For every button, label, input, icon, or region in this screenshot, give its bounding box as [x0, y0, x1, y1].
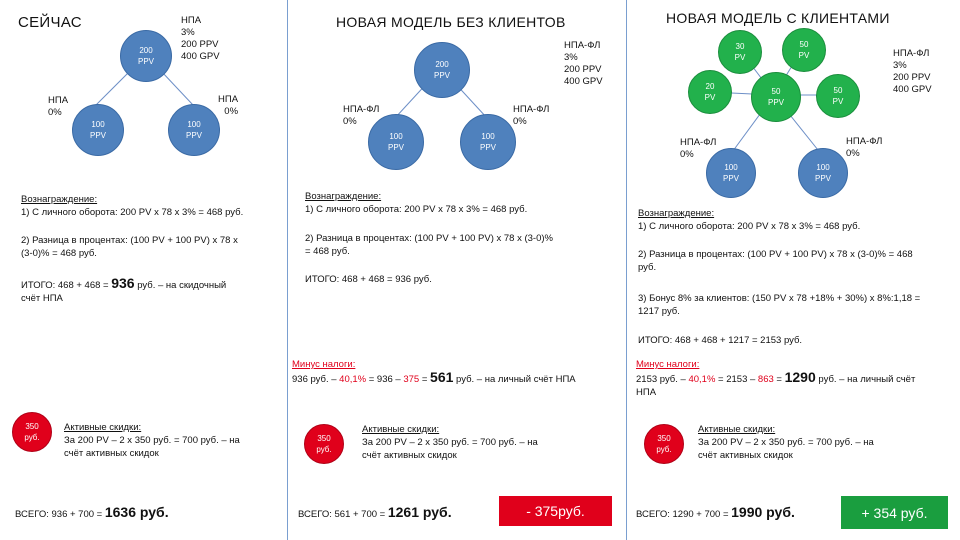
col1-node-top: 200 PPV: [120, 30, 172, 82]
col3-all-pre: ВСЕГО: 1290 + 700 =: [636, 509, 732, 520]
col1-all: [15, 506, 169, 521]
col2-title: НОВАЯ МОДЕЛЬ БЕЗ КЛИЕНТОВ: [336, 14, 566, 30]
col2-reward-2: [305, 232, 621, 258]
col2-tax: [292, 358, 622, 386]
col1-node-right: 100 PPV: [168, 104, 220, 156]
col1-all-pre: ВСЕГО: 936 + 700 =: [15, 509, 105, 520]
col3-tax-post: руб. – на личный счёт: [815, 374, 916, 385]
col3-reward-1: 1) С личного оборота: 200 PV х 78 х 3% = 468 руб.: [638, 221, 861, 232]
col3-reward-3: [638, 292, 956, 318]
col3-active-circle: 350 руб.: [644, 424, 684, 464]
col1-right-label: НПА 0%: [218, 94, 239, 117]
col3-title: НОВАЯ МОДЕЛЬ С КЛИЕНТАМИ: [666, 10, 890, 26]
col2-top-label: НПА-ФЛ 3% 200 PPV 400 GPV: [564, 40, 603, 87]
col1-total-pre: ИТОГО: 468 + 468 =: [21, 280, 112, 291]
col3-reward-3a: 3) Бонус 8% за клиентов: (150 PV х 78 +18% + 30%) х 8%:1,18 =: [638, 293, 921, 304]
col2-tax-head: Минус налоги:: [292, 359, 356, 370]
col1-node-left: 100 PPV: [72, 104, 124, 156]
col1-total-post2: счёт НПА: [21, 293, 63, 304]
col2-reward-head: Вознаграждение:: [305, 191, 382, 202]
col1-left-label: НПА 0%: [48, 95, 69, 118]
col3-active: [698, 423, 938, 462]
col1-total-post: руб. – на скидочный: [134, 280, 227, 291]
col3-tax-eq: =: [773, 374, 785, 385]
col3-all: [636, 506, 795, 521]
col2-node-top: 200 PPV: [414, 42, 470, 98]
col3-active-2: счёт активных скидок: [698, 450, 793, 461]
col2-active-circle: 350 руб.: [304, 424, 344, 464]
col2-tax-red1: 40,1%: [339, 374, 367, 385]
col2-all-big: 1261 руб.: [387, 504, 452, 520]
col1-active-head: Активные скидки:: [64, 422, 142, 433]
col2-left-label: НПА-ФЛ 0%: [343, 104, 380, 127]
col3-active-1: За 200 PV – 2 х 350 руб. = 700 руб. – на: [698, 437, 874, 448]
col3-tax-red1: 40,1%: [688, 374, 716, 385]
col2-diff-box: - 375руб.: [499, 496, 612, 526]
col1-title: СЕЙЧАС: [18, 14, 82, 31]
col2-reward-2a: 2) Разница в процентах: (100 PV + 100 PV) х 78 х (3-0)%: [305, 233, 553, 244]
col1-top-label: НПА 3% 200 PPV 400 GPV: [181, 15, 220, 62]
col2-right-label: НПА-ФЛ 0%: [513, 104, 550, 127]
col2-tax-big: 561: [430, 369, 454, 385]
col3-tax-big: 1290: [784, 369, 816, 385]
col3-client-2: 50 PV: [782, 28, 826, 72]
col2-node-left: 100 PPV: [368, 114, 424, 170]
col3-reward-head: Вознаграждение:: [638, 208, 715, 219]
col2-active-2: счёт активных скидок: [362, 450, 457, 461]
col3-diff-box: + 354 руб.: [841, 496, 948, 529]
col1-reward-2: [21, 234, 283, 260]
col1-reward-head: Вознаграждение:: [21, 194, 98, 205]
col3-tax-red2: 863: [757, 374, 774, 385]
col2-reward-1: 1) С личного оборота: 200 PV х 78 х 3% = 468 руб.: [305, 204, 528, 215]
col1-active: [64, 421, 284, 460]
col2-tax-pre: 936 руб. –: [292, 374, 337, 385]
col3-tax-mid: = 2153 –: [715, 374, 756, 385]
col3-right-label: НПА-ФЛ 0%: [846, 136, 883, 159]
col1-total: [21, 277, 283, 305]
col1-reward: [21, 193, 283, 219]
col1-reward-1: 1) С личного оборота: 200 PV х 78 х 3% = 468 руб.: [21, 207, 244, 218]
col3-client-1: 30 PV: [718, 30, 762, 74]
col1-active-circle: 350 руб.: [12, 412, 52, 452]
col2-tax-post: руб. – на личный счёт НПА: [453, 374, 576, 385]
col3-node-right: 100 PPV: [798, 148, 848, 198]
col1-total-big: 936: [111, 275, 135, 291]
col3-client-4: 50 PV: [816, 74, 860, 118]
col3-left-label: НПА-ФЛ 0%: [680, 137, 717, 160]
col2-active: [362, 423, 602, 462]
col3-tax-post2: НПА: [636, 387, 657, 398]
col1-all-big: 1636 руб.: [104, 504, 169, 520]
col3-reward-2a: 2) Разница в процентах: (100 PV + 100 PV) х 78 х (3-0)% = 468: [638, 249, 913, 260]
col3-reward-2b: руб.: [638, 262, 657, 273]
col3-tax: [636, 358, 958, 399]
col3-reward-3b: 1217 руб.: [638, 306, 680, 317]
col3-total: ИТОГО: 468 + 468 + 1217 = 2153 руб.: [638, 335, 803, 346]
col3-top-label: НПА-ФЛ 3% 200 PPV 400 GPV: [893, 48, 932, 95]
col1-reward-2b: (3-0)% = 468 руб.: [21, 248, 97, 259]
col1-active-2: счёт активных скидок: [64, 448, 159, 459]
col3-client-3: 20 PV: [688, 70, 732, 114]
col2-reward-2b: = 468 руб.: [305, 246, 350, 257]
col2-all: [298, 506, 452, 521]
col2-active-1: За 200 PV – 2 х 350 руб. = 700 руб. – на: [362, 437, 538, 448]
col2-tax-eq: =: [419, 374, 431, 385]
col1-active-1: За 200 PV – 2 х 350 руб. = 700 руб. – на: [64, 435, 240, 446]
col2-all-pre: ВСЕГО: 561 + 700 =: [298, 509, 388, 520]
col3-tax-head: Минус налоги:: [636, 359, 700, 370]
col2-reward: [305, 190, 621, 216]
col1-reward-2a: 2) Разница в процентах: (100 PV + 100 PV) х 78 х: [21, 235, 238, 246]
col3-reward-2: [638, 248, 956, 274]
col3-all-big: 1990 руб.: [731, 504, 795, 520]
col3-tax-pre: 2153 руб. –: [636, 374, 686, 385]
col3-reward: [638, 207, 956, 233]
col2-active-head: Активные скидки:: [362, 424, 440, 435]
col2-total: ИТОГО: 468 + 468 = 936 руб.: [305, 274, 432, 285]
col3-node-left: 100 PPV: [706, 148, 756, 198]
col2-node-right: 100 PPV: [460, 114, 516, 170]
col2-tax-mid: = 936 –: [366, 374, 401, 385]
col2-tax-red2: 375: [403, 374, 420, 385]
col3-active-head: Активные скидки:: [698, 424, 776, 435]
col3-center-node: 50 PPV: [751, 72, 801, 122]
